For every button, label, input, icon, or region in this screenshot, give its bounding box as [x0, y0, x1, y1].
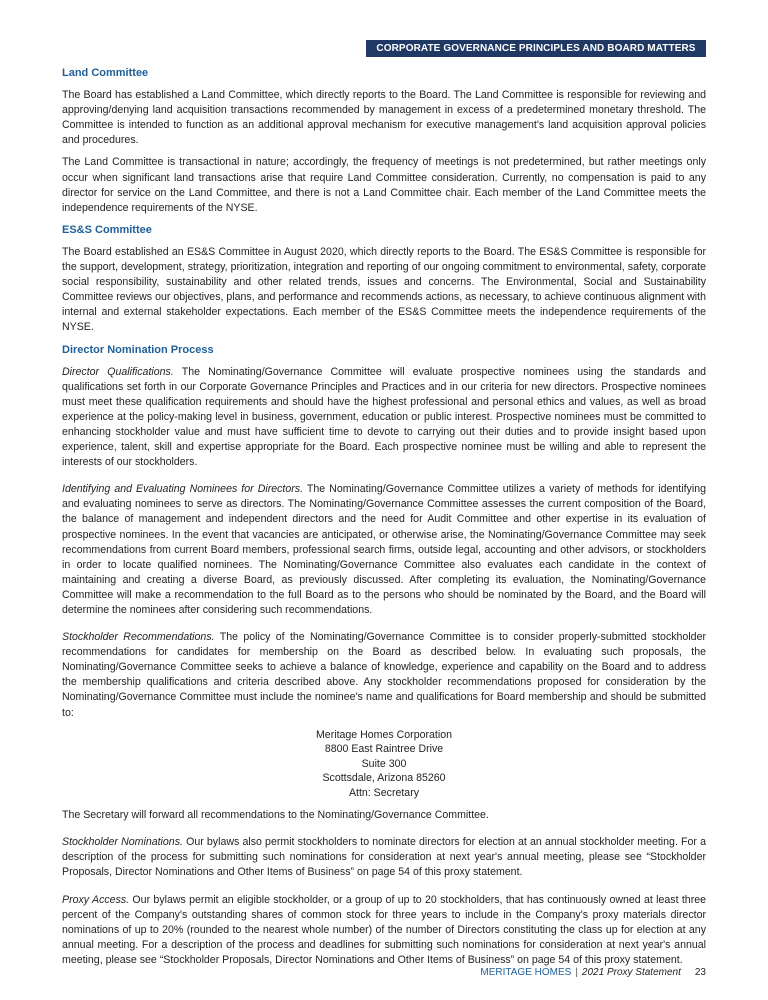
- page-footer: [480, 967, 706, 978]
- director-qualifications-text: The Nominating/Governance Committee will evaluate prospective nominees using the standards and qualifications set forth in our Corporate Governance Principles and Practices and in our criteria for new directors. Prospective nominees must meet these qualification requirements and should have the highest professional and personal ethics and values, as well as broad experience at the policy-making level in business, government, education or public interest. Prospective nominees must be committed to enhancing stockholder value and must have sufficient time to devote to carrying out their duties and to provide insight based upon experience, talent, skill and expertise appropriate for the Board. Each prospective nominee must be willing and able to represent the interests of our stockholders.: [62, 365, 706, 469]
- proxy-access-text: Our bylaws permit an eligible stockholder, or a group of up to 20 stockholders, that has continuously owned at least three percent of the Company's outstanding shares of common stock for three years to include in the Company's proxy materials director nominations of up to 20% (rounded to the nearest whole number) of the number of Directors constituting the class up for election at any annual meeting. For a description of the process and deadlines for submitting such nominations for consideration at next year's annual meeting, please see “Stockholder Proposals, Director Nominations and Other Items of Business” on page 54 of this proxy statement.: [62, 893, 707, 966]
- heading-land-committee: Land Committee: [62, 67, 149, 79]
- address-line-suite: Suite 300: [361, 757, 407, 770]
- page-content: [62, 66, 706, 975]
- director-qualifications-paragraph: [62, 365, 706, 471]
- identifying-nominees-lead: Identifying and Evaluating Nominees for Directors.: [62, 483, 304, 496]
- stockholder-nominations-paragraph: [62, 835, 706, 880]
- stockholder-recommendations-lead: Stockholder Recommendations.: [62, 631, 215, 644]
- address-line-city: Scottsdale, Arizona 85260: [322, 772, 446, 785]
- stockholder-nominations-lead: Stockholder Nominations.: [62, 836, 183, 849]
- heading-director-nomination: Director Nomination Process: [62, 343, 214, 356]
- address-line-attn: Attn: Secretary: [348, 786, 420, 799]
- identifying-nominees-text: The Nominating/Governance Committee utilizes a variety of methods for identifying and evaluating nominees to serve as directors. The Nominating/Governance Committee assesses the current composition of the Board, the balance of management and independent directors and the need for Audit Committee and other expertise in its evaluation of prospective nominees. In the event that vacancies are anticipated, or otherwise arise, the Nominating/Governance Committee may seek recommendations from current Board members, professional search firms, outside legal, accounting and other advisors, or stockholders in order to locate qualified nominees. The Nominating/Governance Committee also evaluates each candidate in the context of maintaining and creating a diverse Board, as previously discussed. After completing its evaluation, the Nominating/Governance Committee will make a recommendation to the full Board as to the persons who should be nominated by the Board, and the Board will determine the nominees after considering such recommendations.: [62, 483, 706, 616]
- heading-ess-committee: ES&S Committee: [62, 223, 152, 236]
- stockholder-recommendations-text: The policy of the Nominating/Governance Committee is to consider properly-submitted stockholder recommendations for candidates for membership on the Board as described below. In evaluating such proposals, the Nominating/Governance Committee seeks to achieve a balance of knowledge, experience and capability on the Board and to address the membership qualifications and criteria described above. Any stockholder recommendations proposed for consideration by the Nominating/Governance Committee must include the nominee's name and qualifications for Board membership and should be submitted to:: [62, 631, 706, 719]
- section-banner: CORPORATE GOVERNANCE PRINCIPLES AND BOARD MATTERS: [366, 40, 706, 57]
- stockholder-nominations-text: Our bylaws also permit stockholders to nominate directors for election at an annual stockholder meeting. For a description of the process for submitting such nominations for consideration at next year's annual meeting, please see “Stockholder Proposals, Director Nominations and Other Items of Business” on page 54 of this proxy statement.: [62, 836, 706, 879]
- secretary-note: The Secretary will forward all recommendations to the Nominating/Governance Committee.: [62, 809, 489, 822]
- address-line-street: 8800 East Raintree Drive: [324, 743, 444, 756]
- footer-document-title: 2021 Proxy Statement: [581, 967, 681, 978]
- stockholder-recommendations-paragraph: [62, 630, 706, 721]
- ess-committee-paragraph: The Board established an ES&S Committee in August 2020, which directly reports to the Board. The ES&S Committee is responsible for the support, development, strategy, prioritization, integration and reporting of our ongoing commitment to environmental, safety, corporate social responsibility, sustainability and other related trends, issues and concerns. The Environmental, Social and Sustainability Committee reviews our objectives, plans, and performance and recommends actions, as necessary, to achieve continuous alignment with internal and external stakeholder expectations. Each member of the ES&S Committee meets the independence requirements of the NYSE.: [62, 245, 706, 334]
- director-qualifications-lead: Director Qualifications.: [62, 365, 174, 378]
- page-number: 23: [694, 967, 706, 978]
- proxy-access-lead: Proxy Access.: [62, 893, 130, 906]
- mailing-address: [62, 728, 706, 801]
- identifying-nominees-paragraph: [62, 482, 706, 618]
- footer-brand: MERITAGE HOMES: [480, 967, 572, 978]
- land-committee-paragraph-2: The Land Committee is transactional in nature; accordingly, the frequency of meetings is not predetermined, but rather meetings only occur when significant land transactions arise that require Land Committee consideration. Currently, no compensation is paid to any director for service on the Land Committee, and there is not a Land Committee chair. Each member of the Land Committee meets the independence requirements of the NYSE.: [62, 156, 706, 214]
- proxy-access-paragraph: [62, 893, 706, 968]
- footer-separator: |: [575, 967, 578, 978]
- land-committee-paragraph-1: The Board has established a Land Committee, which directly reports to the Board. The Land Committee is responsible for reviewing and approving/denying land acquisition transactions recommended by management in excess of a predetermined monetary threshold. The Committee is intended to function as an additional approval mechanism for executive management's land acquisition approval policies and procedures.: [62, 89, 706, 147]
- address-line-company: Meritage Homes Corporation: [315, 728, 452, 741]
